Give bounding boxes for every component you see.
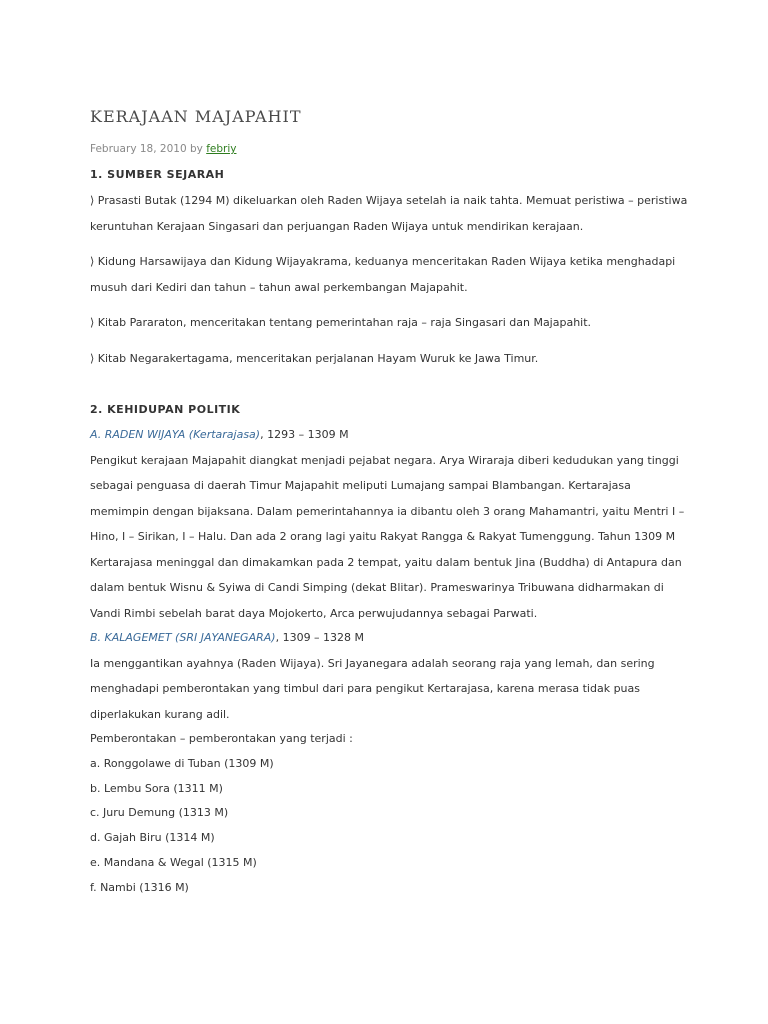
list-item: d. Gajah Biru (1314 M) [90,831,215,845]
spacer [90,381,690,399]
subheading-raden-wijaya [90,423,690,448]
author-link[interactable]: febriy [206,143,237,155]
subheading-italic: A. RADEN WIJAYA (Kertarajasa) [90,428,261,441]
list-item: c. Juru Demung (1313 M) [90,806,229,820]
section-heading-kehidupan-politik: 2. KEHIDUPAN POLITIK [90,403,241,416]
article-body [90,104,690,901]
paragraph: ⟩ Kidung Harsawijaya dan Kidung Wijayakrama, keduanya menceritakan Raden Wijaya ketika menghadapi musuh dari Kediri dan tahun – tahun awal perkembangan Majapahit. [90,255,676,294]
article-meta [90,140,690,158]
subheading-years: , 1309 – 1328 M [275,631,365,644]
paragraph: ⟩ Prasasti Butak (1294 M) dikeluarkan oleh Raden Wijaya setelah ia naik tahta. Memuat peristiwa – peristiwa keruntuhan Kerajaan Singasari dan perjuangan Raden Wijaya untuk mendirikan kerajaan. [90,194,688,233]
subheading-italic: B. KALAGEMET (SRI JAYANEGARA) [90,631,276,644]
paragraph: ⟩ Kitab Pararaton, menceritakan tentang pemerintahan raja – raja Singasari dan Majapahit. [90,316,592,329]
section-heading-sumber-sejarah: 1. SUMBER SEJARAH [90,168,225,181]
list-intro: Pemberontakan – pemberontakan yang terjadi : [90,732,353,745]
article-title: KERAJAAN MAJAPAHIT [90,107,302,126]
list-item: b. Lembu Sora (1311 M) [90,781,223,795]
list-item: e. Mandana & Wegal (1315 M) [90,855,257,869]
paragraph: ⟩ Kitab Negarakertagama, menceritakan perjalanan Hayam Wuruk ke Jawa Timur. [90,351,539,365]
paragraph: Ia menggantikan ayahnya (Raden Wijaya). Sri Jayanegara adalah seorang raja yang lemah, dan sering menghadapi pemberontakan yang timbul dari para pengikut Kertarajasa, karena merasa tidak puas diperlakukan kurang adil. [90,656,655,721]
subheading-years: , 1293 – 1309 M [260,428,349,441]
post-date: February 18, 2010 [90,143,187,155]
list-item: a. Ronggolawe di Tuban (1309 M) [90,756,274,770]
paragraph: Pengikut kerajaan Majapahit diangkat menjadi pejabat negara. Arya Wiraraja diberi kedudukan yang tinggi sebagai penguasa di daerah Timur Majapahit meliputi Lumajang sampai Blambangan. Kertarajasa memimpin dengan bijaksana. Dalam pemerintahannya ia dibantu oleh 3 orang Mahamantri, yaitu Mentri I – Hino, I – Sirikan, I – Halu. Dan ada 2 orang lagi yaitu Rakyat Rangga & Rakyat Tumenggung. Tahun 1309 M Kertarajasa meninggal dan dimakamkan pada 2 tempat, yaitu dalam bentuk Jina (Buddha) di Antapura dan dalam bentuk Wisnu & Syiwa di Candi Simping (dekat Blitar). Prameswarinya Tribuwana didharmakan di Vandi Rimbi sebelah barat daya Mojokerto, Arca perwujudannya sebagai Parwati. [90,453,685,620]
subheading-kalagemet [90,626,690,651]
by-label: by [189,143,203,155]
list-item: f. Nambi (1316 M) [90,880,189,894]
